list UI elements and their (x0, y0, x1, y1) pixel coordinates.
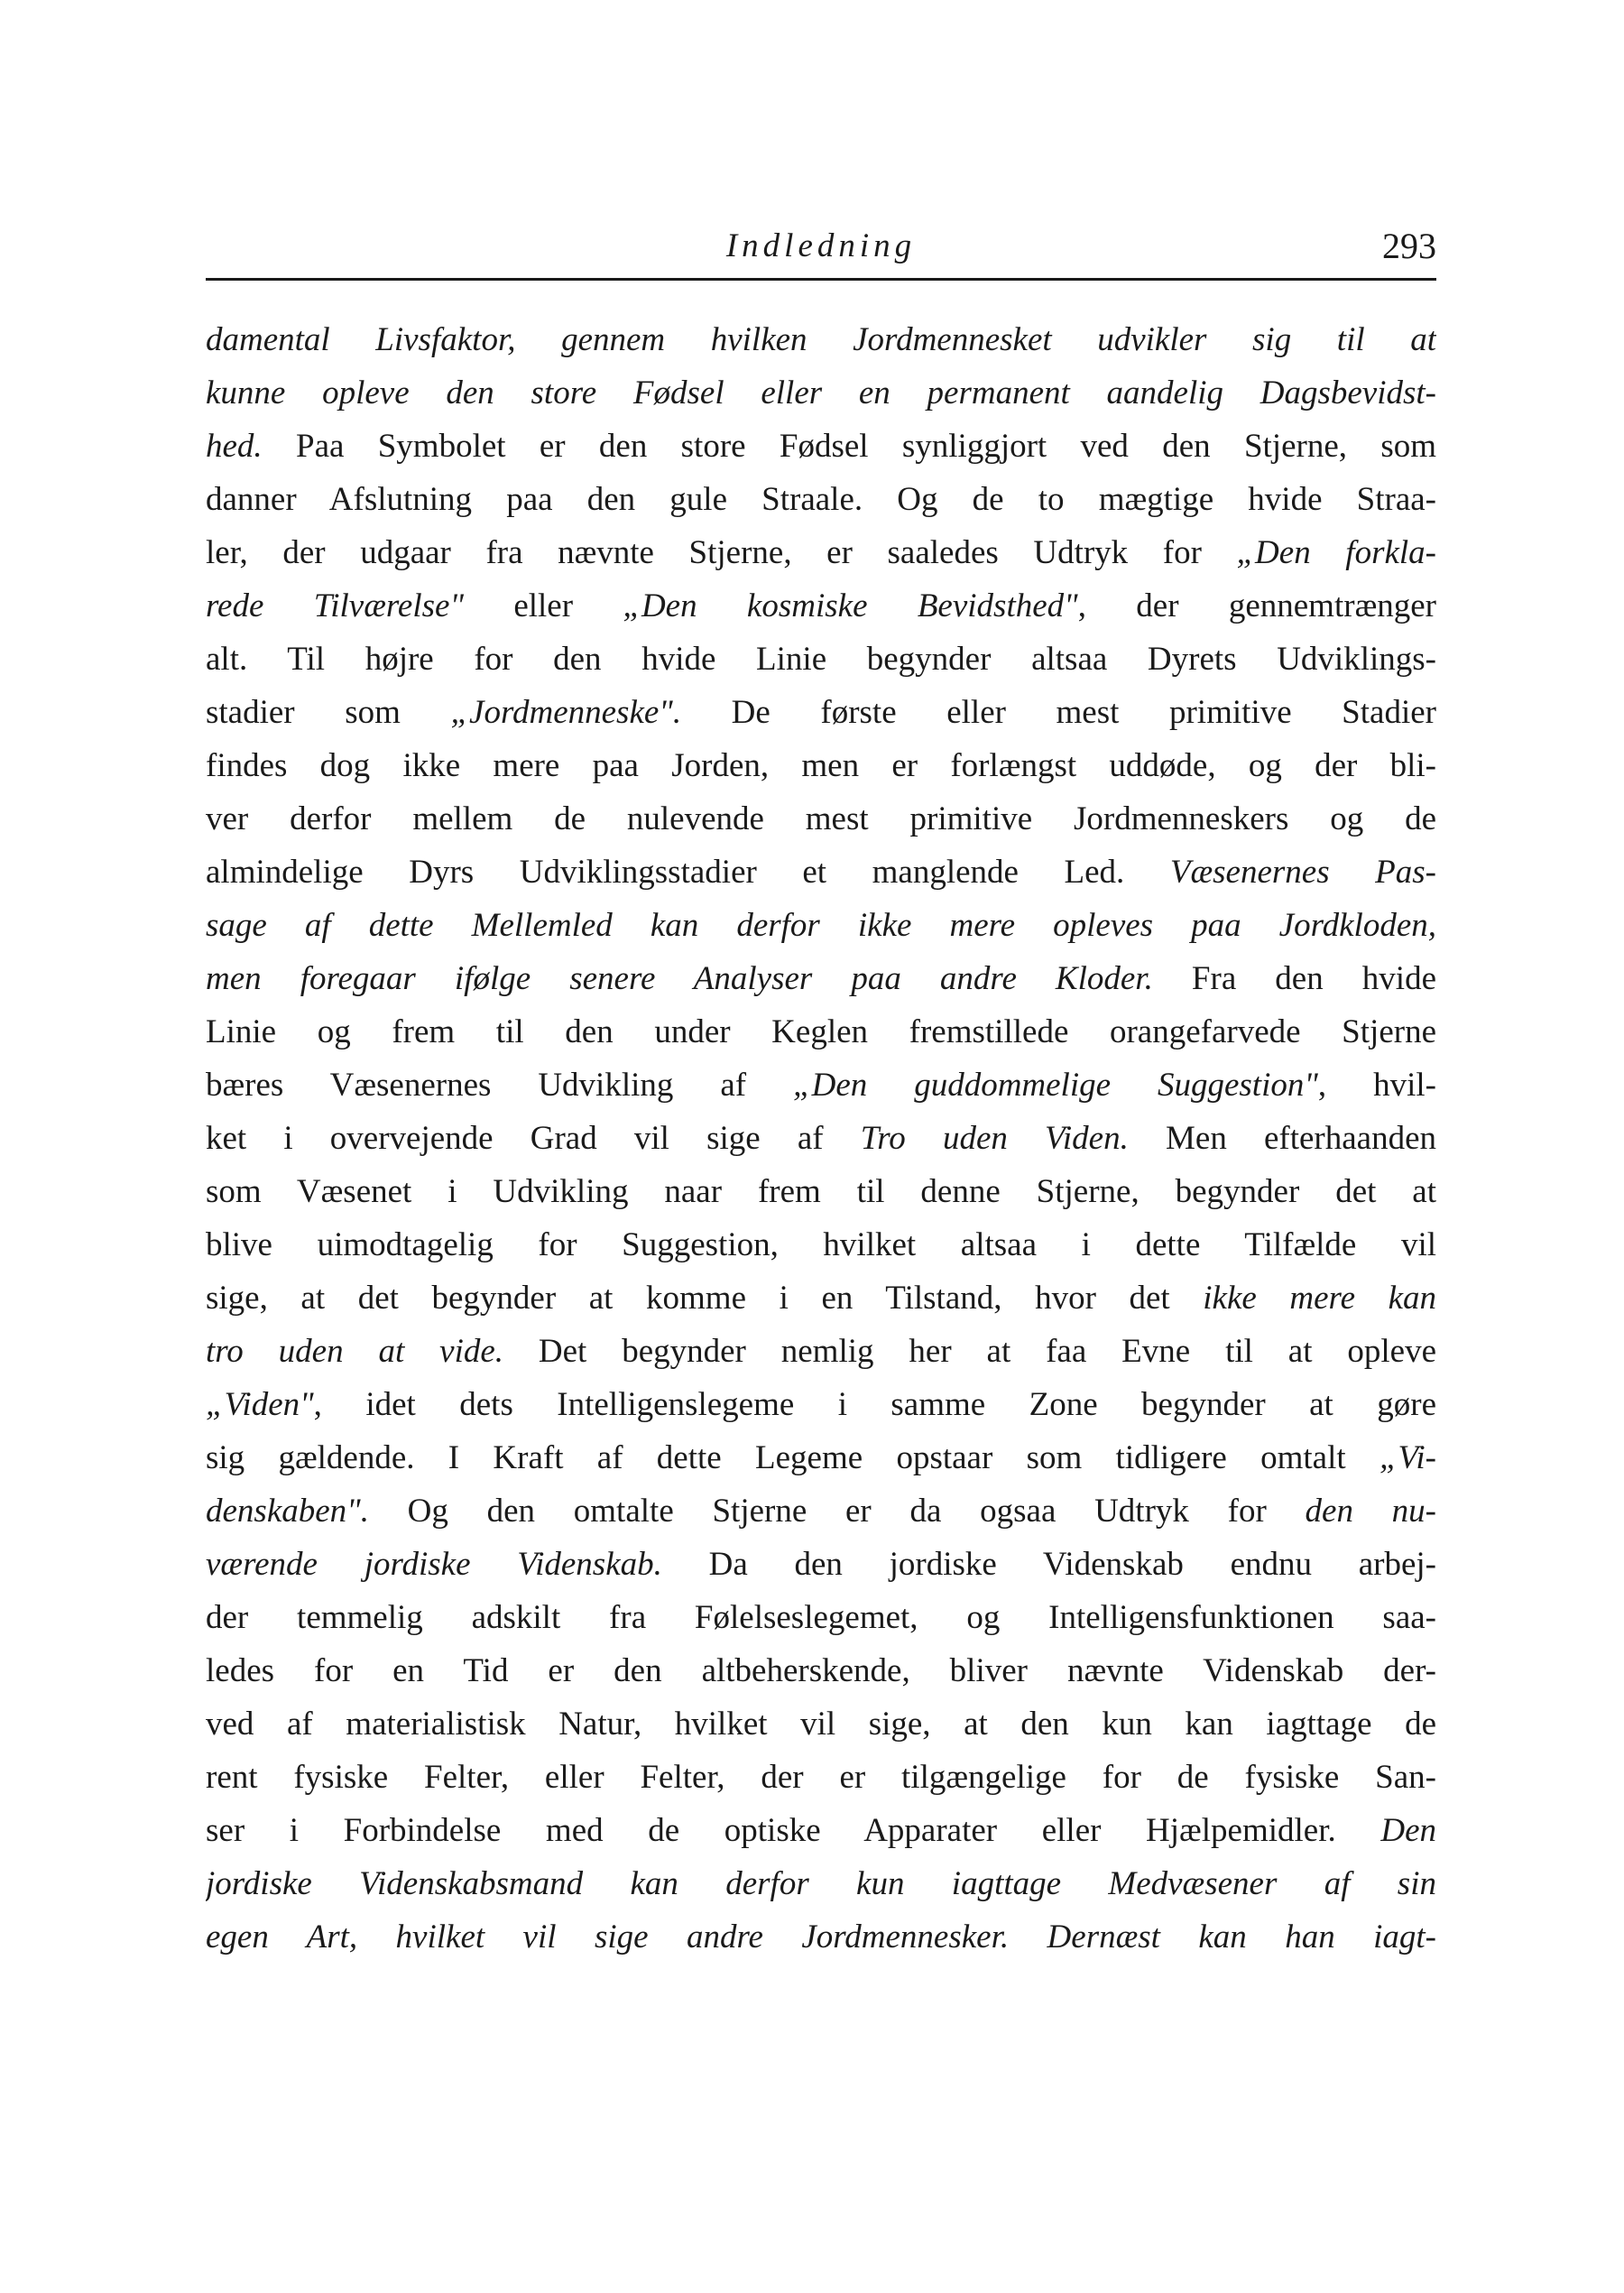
text-line (206, 1644, 1436, 1697)
text-segment: ledes for en Tid er den altbeherskende, bliver nævnte Videnskab der- (206, 1652, 1436, 1689)
text-segment: sige, at det begynder at komme i en Tilstand, hvor det (206, 1280, 1204, 1317)
text-line (206, 899, 1436, 952)
text-segment: findes dog ikke mere paa Jorden, men er forlængst uddøde, og der bli- (206, 747, 1436, 784)
text-line (206, 1165, 1436, 1218)
italic-segment: Væsenernes Pas- (1169, 854, 1436, 891)
italic-segment: værende jordiske Videnskab. (206, 1546, 662, 1583)
text-line (206, 1059, 1436, 1112)
text-segment: Det begynder nemlig her at faa Evne til at opleve (503, 1333, 1436, 1370)
text-line (206, 1857, 1436, 1910)
text-line (206, 1697, 1436, 1751)
text-line (206, 473, 1436, 526)
text-segment: , idet dets Intelligenslegeme i samme Zone begynder at gøre (313, 1386, 1436, 1423)
text-line (206, 1325, 1436, 1378)
italic-segment: ikke mere kan (1203, 1280, 1436, 1317)
text-segment: danner Afslutning paa den gule Straale. Og de to mægtige hvide Straa- (206, 481, 1436, 518)
text-segment: der temmelig adskilt fra Følelseslegemet, og Intelligensfunktionen saa- (206, 1599, 1436, 1636)
book-page (206, 224, 1436, 1964)
text-line (206, 1112, 1436, 1165)
text-line (206, 1591, 1436, 1644)
text-segment: ver derfor mellem de nulevende mest primitive Jordmenneskers og de (206, 800, 1436, 837)
text-line (206, 1005, 1436, 1059)
text-line (206, 1271, 1436, 1325)
text-line (206, 792, 1436, 846)
text-segment: ler, der udgaar fra nævnte Stjerne, er saaledes Udtryk for (206, 534, 1237, 571)
text-segment: som Væsenet i Udvikling naar frem til denne Stjerne, begynder det at (206, 1173, 1436, 1210)
text-segment: alt. Til højre for den hvide Linie begynder altsaa Dyrets Udviklings- (206, 641, 1436, 678)
italic-segment: kunne opleve den store Fødsel eller en permanent aandelig Dagsbevidst- (206, 374, 1436, 411)
text-segment: De første eller mest primitive Stadier (681, 694, 1436, 731)
text-segment: almindelige Dyrs Udviklingsstadier et manglende Led. (206, 854, 1170, 891)
italic-segment: men foregaar ifølge senere Analyser paa andre Kloder. (206, 960, 1153, 997)
text-segment: ved af materialistisk Natur, hvilket vil sige, at den kun kan iagttage de (206, 1706, 1436, 1743)
italic-segment: damental Livsfaktor, gennem hvilken Jordmennesket udvikler sig til at (206, 321, 1436, 358)
text-line (206, 526, 1436, 579)
text-segment: ser i Forbindelse med de optiske Apparater eller Hjælpemidler. (206, 1812, 1381, 1849)
text-line (206, 313, 1436, 366)
italic-segment: Tro uden Viden. (860, 1120, 1129, 1157)
text-segment: Da den jordiske Videnskab endnu arbej- (661, 1546, 1436, 1583)
text-line (206, 1538, 1436, 1591)
text-segment: , hvil- (1317, 1067, 1436, 1104)
text-line (206, 1804, 1436, 1857)
text-segment: Paa Symbolet er den store Fødsel synliggjort ved den Stjerne, som (262, 428, 1436, 465)
text-line (206, 1751, 1436, 1804)
text-line (206, 633, 1436, 686)
italic-segment: „Viden" (206, 1386, 314, 1423)
italic-segment: rede Tilværelse" (206, 587, 464, 624)
text-line (206, 846, 1436, 899)
text-line (206, 1910, 1436, 1964)
italic-segment: tro uden at vide. (206, 1333, 504, 1370)
page-number: 293 (1382, 226, 1436, 266)
text-line (206, 1378, 1436, 1431)
italic-segment: „Den forkla- (1236, 534, 1436, 571)
italic-segment: egen Art, hvilket vil sige andre Jordmennesker. Dernæst kan han iagt- (206, 1919, 1436, 1956)
italic-segment: den nu- (1305, 1493, 1436, 1530)
italic-segment: „Jordmenneske". (450, 694, 682, 731)
text-segment: stadier som (206, 694, 451, 731)
italic-segment: hed. (206, 428, 263, 465)
text-segment: rent fysiske Felter, eller Felter, der er tilgængelige for de fysiske San- (206, 1759, 1436, 1796)
text-segment: Og den omtalte Stjerne er da ogsaa Udtryk for (368, 1493, 1306, 1530)
text-line (206, 1218, 1436, 1271)
body-text (206, 313, 1436, 1964)
text-line (206, 366, 1436, 420)
italic-segment: sage af dette Mellemled kan derfor ikke mere opleves paa Jordkloden, (206, 907, 1436, 944)
italic-segment: „Den guddommelige Suggestion" (793, 1067, 1318, 1104)
text-segment: eller (463, 587, 623, 624)
text-line (206, 686, 1436, 739)
text-segment: Linie og frem til den under Keglen fremstillede orangefarvede Stjerne (206, 1013, 1436, 1050)
text-segment: sig gældende. I Kraft af dette Legeme opstaar som tidligere omtalt (206, 1439, 1379, 1476)
italic-segment: denskaben". (206, 1493, 369, 1530)
text-segment: bæres Væsenernes Udvikling af (206, 1067, 794, 1104)
running-header (206, 224, 1436, 281)
text-line (206, 1484, 1436, 1538)
text-line (206, 739, 1436, 792)
text-line (206, 579, 1436, 633)
text-segment: ket i overvejende Grad vil sige af (206, 1120, 861, 1157)
text-line (206, 1431, 1436, 1484)
italic-segment: „Vi- (1379, 1439, 1436, 1476)
text-line (206, 952, 1436, 1005)
text-line (206, 420, 1436, 473)
running-title: Indledning (725, 227, 917, 264)
italic-segment: jordiske Videnskabsmand kan derfor kun iagttage Medvæsener af sin (206, 1865, 1436, 1902)
italic-segment: „Den kosmiske Bevidsthed" (623, 587, 1078, 624)
italic-segment: Den (1380, 1812, 1436, 1849)
text-segment: Men efterhaanden (1128, 1120, 1436, 1157)
text-segment: Fra den hvide (1152, 960, 1436, 997)
text-segment: , der gennemtrænger (1077, 587, 1436, 624)
text-segment: blive uimodtagelig for Suggestion, hvilket altsaa i dette Tilfælde vil (206, 1226, 1436, 1263)
